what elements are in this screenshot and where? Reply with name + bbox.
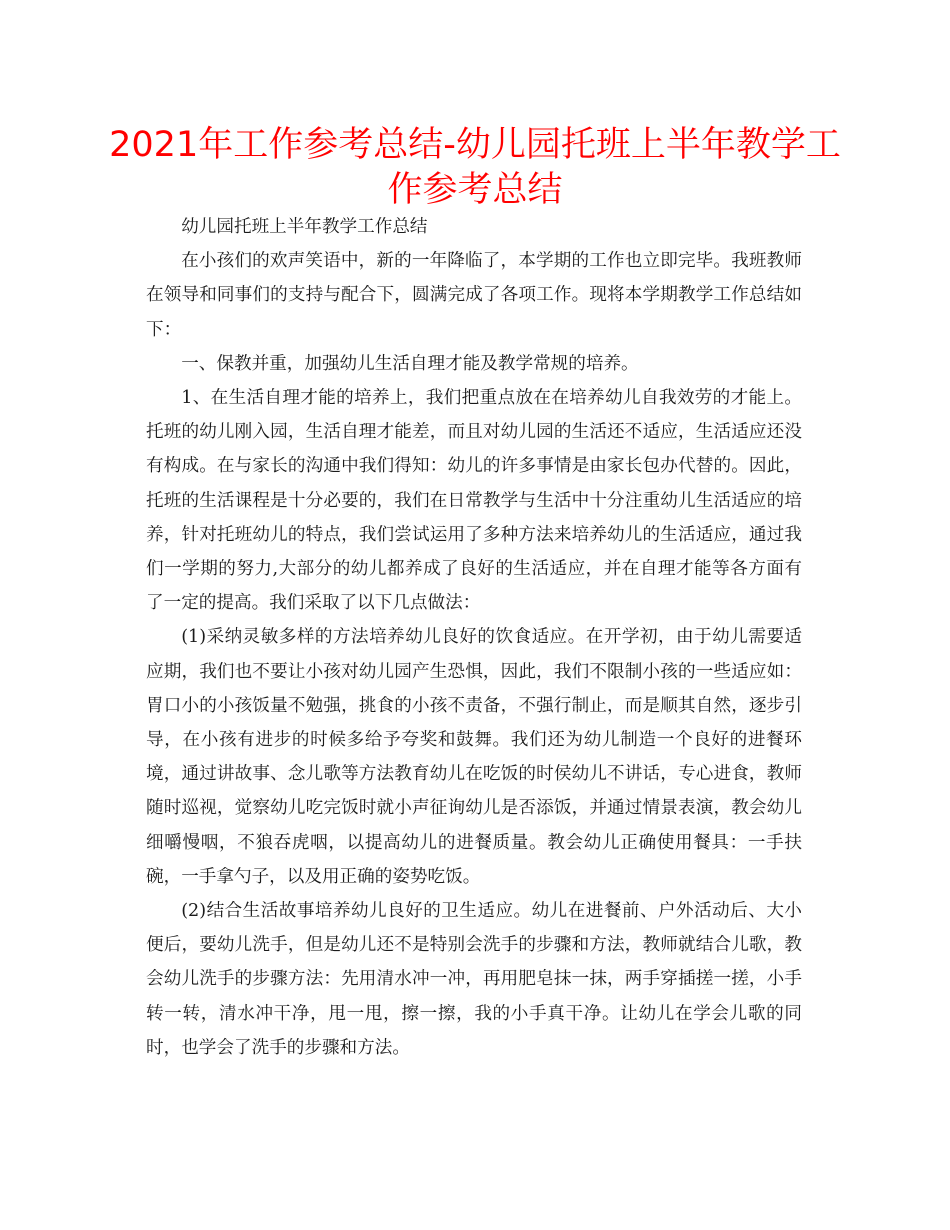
body-paragraph-self-care: 1、在生活自理才能的培养上，我们把重点放在在培养幼儿自我效劳的才能上。托班的幼儿刚入园，生活自理才能差，而且对幼儿园的生活还不适应，生活适应还没有构成。在与家长的沟通中我们得知：幼儿的许多事情是由家长包办代替的。因此，托班的生活课程是十分必要的，我们在日常教学与生活中十分注重幼儿生活适应的培养，针对托班幼儿的特点，我们尝试运用了多种方法来培养幼儿的生活适应，通过我们一学期的努力,大部分的幼儿都养成了良好的生活适应，并在自理才能等各方面有了一定的提高。我们采取了以下几点做法： [146,388,802,614]
intro-paragraph: 在小孩们的欢声笑语中，新的一年降临了，本学期的工作也立即完毕。我班教师在领导和同事们的支持与配合下，圆满完成了各项工作。现将本学期教学工作总结如下： [146,251,802,340]
subtitle-paragraph: 幼儿园托班上半年教学工作总结 [181,217,428,237]
body-paragraph-eating-habits: (1)采纳灵敏多样的方法培养幼儿良好的饮食适应。在开学初，由于幼儿需要适应期，我们也不要让小孩对幼儿园产生恐惧，因此，我们不限制小孩的一些适应如：胃口小的小孩饭量不勉强，挑食的小孩不责备，不强行制止，而是顺其自然，逐步引导，在小孩有进步的时候多给予夸奖和鼓舞。我们还为幼儿制造一个良好的进餐环境，通过讲故事、念儿歌等方法教育幼儿在吃饭的时侯幼儿不讲话，专心进食，教师随时巡视，觉察幼儿吃完饭时就小声征询幼儿是否添饭，并通过情景表演，教会幼儿细嚼慢咽，不狼吞虎咽，以提高幼儿的进餐质量。教会幼儿正确使用餐具：一手扶碗，一手拿勺子，以及用正确的姿势吃饭。 [146,627,802,887]
body-paragraph-hygiene-habits: (2)结合生活故事培养幼儿良好的卫生适应。幼儿在进餐前、户外活动后、大小便后，要幼儿洗手，但是幼儿还不是特别会洗手的步骤和方法，教师就结合儿歌，教会幼儿洗手的步骤方法：先用清水冲一冲，再用肥皂抹一抹，两手穿插搓一搓，小手转一转，清水冲干净，甩一甩，擦一擦，我的小手真干净。让幼儿在学会儿歌的同时，也学会了洗手的步骤和方法。 [146,901,802,1058]
section-heading-1: 一、保教并重，加强幼儿生活自理才能及教学常规的培养。 [181,353,639,374]
document-title-line-2: 作参考总结 [387,170,563,210]
document-title-line-1: 2021年工作参考总结-幼儿园托班上半年教学工 [109,125,841,165]
document-body [146,210,802,1065]
